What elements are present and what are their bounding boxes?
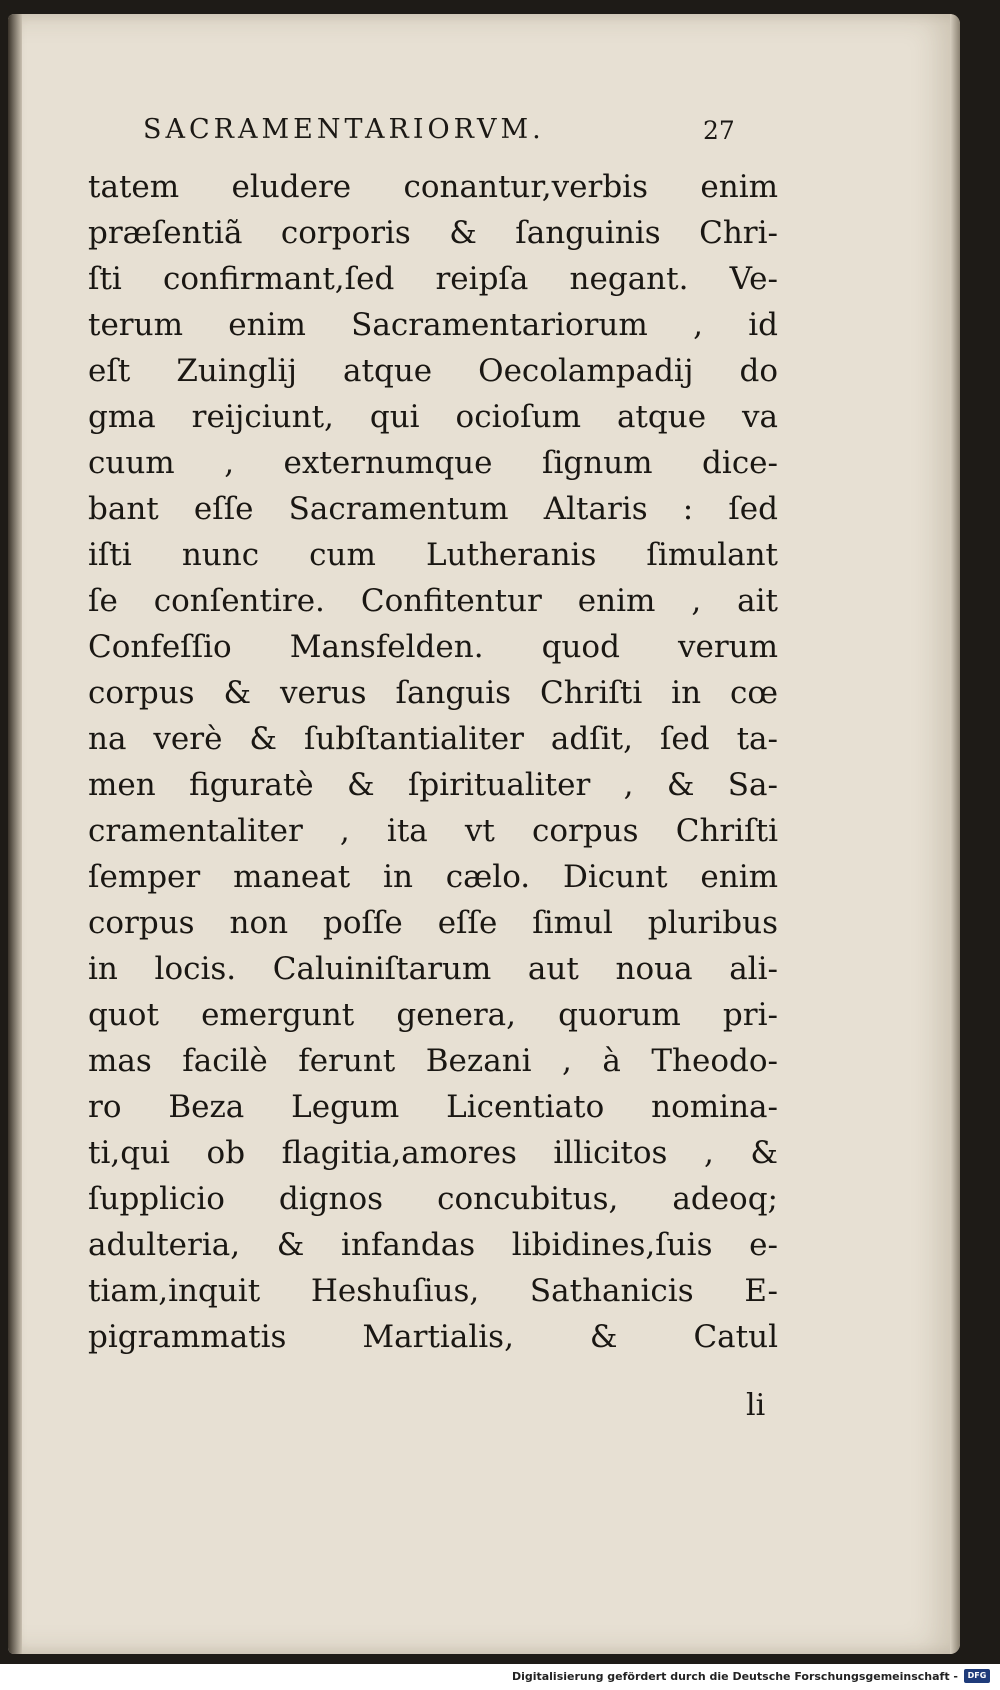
funding-credit: Digitalisierung gefördert durch die Deutsche Forschungsgemeinschaft - [511, 1670, 958, 1683]
text-line: adulteria, & infandas libidines,ſuis e- [88, 1227, 778, 1263]
running-head [143, 114, 743, 154]
book-page [8, 14, 960, 1654]
text-line: ſti confirmant,ſed reipſa negant. Ve- [88, 261, 778, 297]
text-line: terum enim Sacramentariorum , id [88, 307, 778, 343]
text-line: bant eſſe Sacramentum Altaris : ſed [88, 491, 778, 527]
text-line: gma reijciunt, qui ocioſum atque va [88, 399, 778, 435]
body-text [88, 164, 778, 1360]
running-title: SACRAMENTARIORVM. [143, 114, 545, 145]
text-line: ro Beza Legum Licentiato nomina- [88, 1089, 778, 1125]
text-line: corpus non poſſe eſſe ſimul pluribus [88, 905, 778, 941]
text-line: præſentiã corporis & ſanguinis Chri- [88, 215, 778, 251]
page-number: 27 [703, 116, 735, 145]
text-line: Confeſſio Mansfelden. quod verum [88, 629, 778, 665]
text-line: ſe conſentire. Confitentur enim , ait [88, 583, 778, 619]
text-line: pigrammatis Martialis, & Catul [88, 1319, 778, 1355]
text-line: cramentaliter , ita vt corpus Chriſti [88, 813, 778, 849]
page-spine-shadow [8, 14, 22, 1654]
text-line: iſti nunc cum Lutheranis ſimulant [88, 537, 778, 573]
text-line: men figuratè & ſpiritualiter , & Sa- [88, 767, 778, 803]
text-line: na verè & ſubſtantialiter adſit, ſed ta- [88, 721, 778, 757]
text-line: quot emergunt genera, quorum pri- [88, 997, 778, 1033]
text-line: tiam,inquit Heshuſius, Sathanicis E- [88, 1273, 778, 1309]
text-line: eſt Zuinglij atque Oecolampadij do [88, 353, 778, 389]
text-line: ſupplicio dignos concubitus, adeoq; [88, 1181, 778, 1217]
catchword: li [746, 1388, 766, 1423]
text-line: cuum , externumque ſignum dice- [88, 445, 778, 481]
dfg-logo: DFG [964, 1669, 990, 1683]
text-line: ti,qui ob flagitia,amores illicitos , & [88, 1135, 778, 1171]
digitization-footer [0, 1664, 1000, 1690]
text-line: tatem eludere conantur,verbis enim [88, 169, 778, 205]
page-fore-edge [950, 14, 960, 1654]
text-line: in locis. Caluiniſtarum aut noua ali- [88, 951, 778, 987]
text-line: ſemper maneat in cælo. Dicunt enim [88, 859, 778, 895]
text-line: corpus & verus ſanguis Chriſti in cœ [88, 675, 778, 711]
text-line: mas facilè ferunt Bezani , à Theodo- [88, 1043, 778, 1079]
